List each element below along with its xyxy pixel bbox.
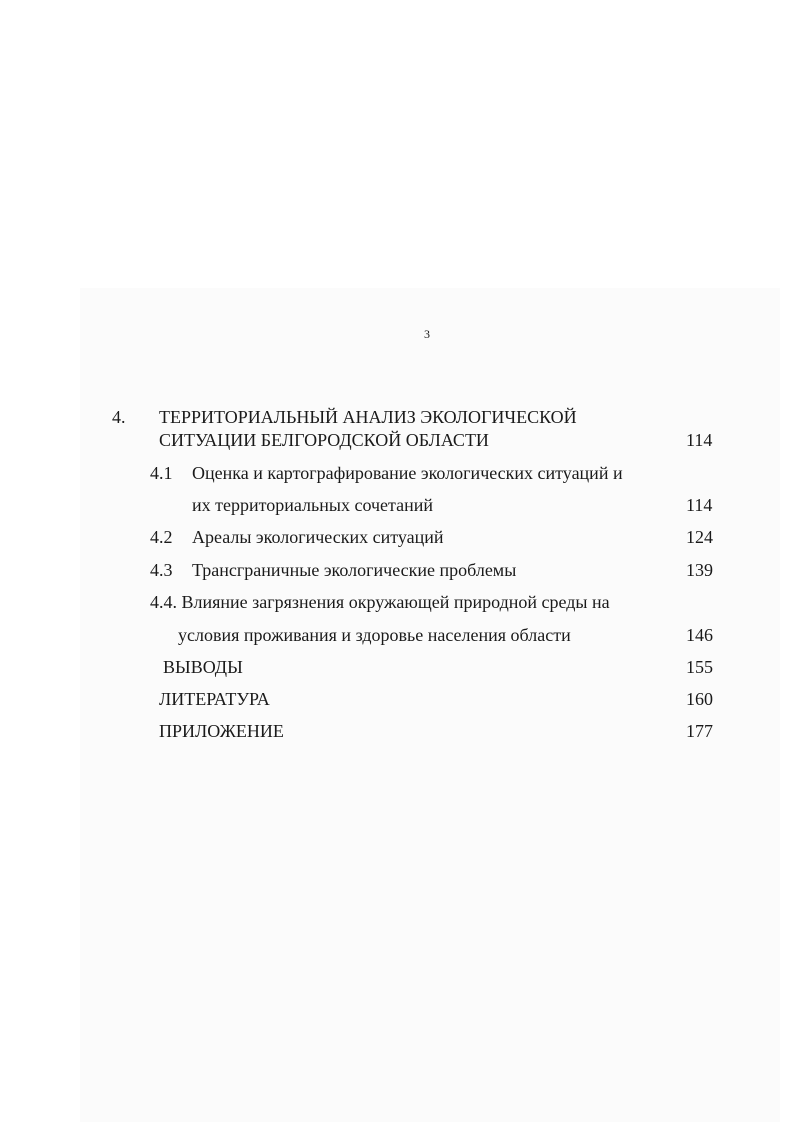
toc-chapter-title-line1: ТЕРРИТОРИАЛЬНЫЙ АНАЛИЗ ЭКОЛОГИЧЕСКОЙ bbox=[159, 407, 577, 427]
toc-section-title: Трансграничные экологические проблемы bbox=[192, 560, 517, 580]
toc-conclusions-title: ВЫВОДЫ bbox=[163, 657, 243, 677]
toc-section-number: 4.3 bbox=[150, 560, 173, 580]
toc-literature-title: ЛИТЕРАТУРА bbox=[159, 689, 270, 709]
toc-section-page: 139 bbox=[686, 560, 713, 580]
toc-appendix-page: 177 bbox=[686, 721, 713, 741]
toc-chapter-title-line2: СИТУАЦИИ БЕЛГОРОДСКОЙ ОБЛАСТИ bbox=[159, 430, 489, 450]
toc-section-title-line2: условия проживания и здоровье населения области bbox=[178, 625, 571, 645]
toc-section-number: 4.2 bbox=[150, 527, 173, 547]
toc-conclusions-page: 155 bbox=[686, 657, 713, 677]
toc-chapter-page: 114 bbox=[686, 430, 713, 450]
toc-section-title: Ареалы экологических ситуаций bbox=[192, 527, 444, 547]
toc-chapter-number: 4. bbox=[112, 407, 126, 427]
toc-section-title-line1: 4.4. Влияние загрязнения окружающей природной среды на bbox=[150, 592, 610, 612]
toc-literature-page: 160 bbox=[686, 689, 713, 709]
toc-section-page: 114 bbox=[686, 495, 713, 515]
toc-section-number: 4.1 bbox=[150, 463, 173, 483]
toc-section-title-line2: их территориальных сочетаний bbox=[192, 495, 433, 515]
toc-appendix-title: ПРИЛОЖЕНИЕ bbox=[159, 721, 284, 741]
toc-section-page: 146 bbox=[686, 625, 713, 645]
toc-section-title-line1: Оценка и картографирование экологических ситуаций и bbox=[192, 463, 623, 483]
toc-section-page: 124 bbox=[686, 527, 713, 547]
page-number: 3 bbox=[424, 327, 430, 341]
